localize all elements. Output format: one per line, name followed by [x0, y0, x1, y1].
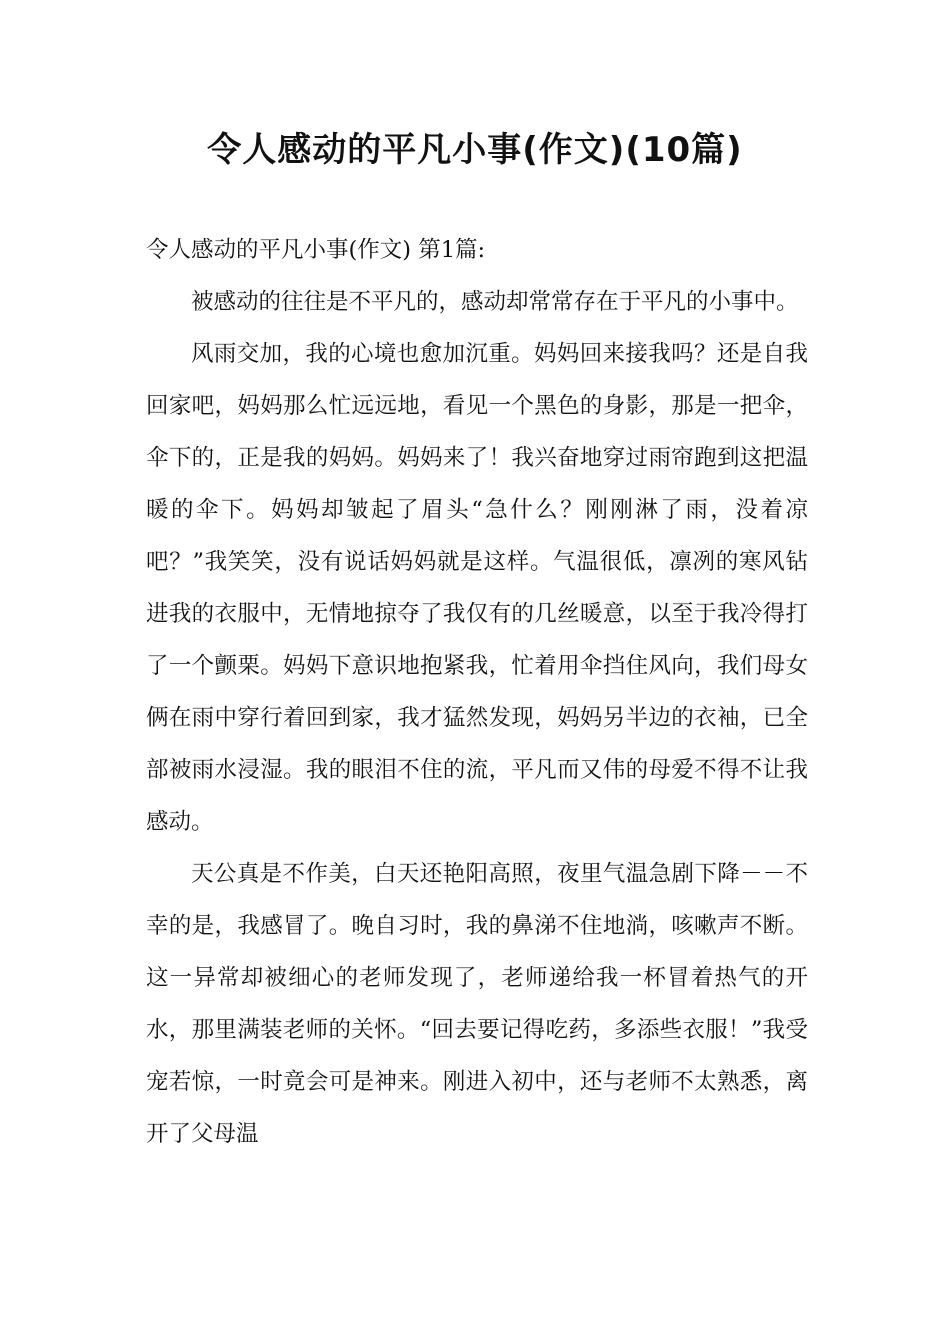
paragraph-2: 风雨交加，我的心境也愈加沉重。妈妈回来接我吗？还是自我回家吧，妈妈那么忙远远地，看见一个黑色的身影，那是一把伞，伞下的，正是我的妈妈。妈妈来了！我兴奋地穿过雨帘跑到这把温暖的伞下。妈妈却皱起了眉头“急什么？刚刚淋了雨，没着凉吧？”我笑笑，没有说话妈妈就是这样。气温很低，凛冽的寒风钻进我的衣服中，无情地掠夺了我仅有的几丝暖意，以至于我冷得打了一个颤栗。妈妈下意识地抱紧我，忙着用伞挡住风向，我们母女俩在雨中穿行着回到家，我才猛然发现，妈妈另半边的衣袖，已全部被雨水浸湿。我的眼泪不住的流，平凡而又伟的母爱不得不让我感动。: [146, 341, 808, 835]
paragraph-1: 被感动的往往是不平凡的，感动却常常存在于平凡的小事中。: [191, 289, 799, 315]
document-title: 令人感动的平凡小事(作文)(10篇): [207, 130, 743, 170]
paragraph-3: 天公真是不作美，白天还艳阳高照，夜里气温急剧下降－－不幸的是，我感冒了。晚自习时，我的鼻涕不住地淌，咳嗽声不断。这一异常却被细心的老师发现了，老师递给我一杯冒着热气的开水，那里满装老师的关怀。“回去要记得吃药，多添些衣服！”我受宠若惊，一时竟会可是神来。刚进入初中，还与老师不太熟悉，离开了父母温: [146, 861, 808, 1147]
document-body: [146, 224, 808, 1160]
section-heading: 令人感动的平凡小事(作文) 第1篇:: [146, 237, 486, 263]
